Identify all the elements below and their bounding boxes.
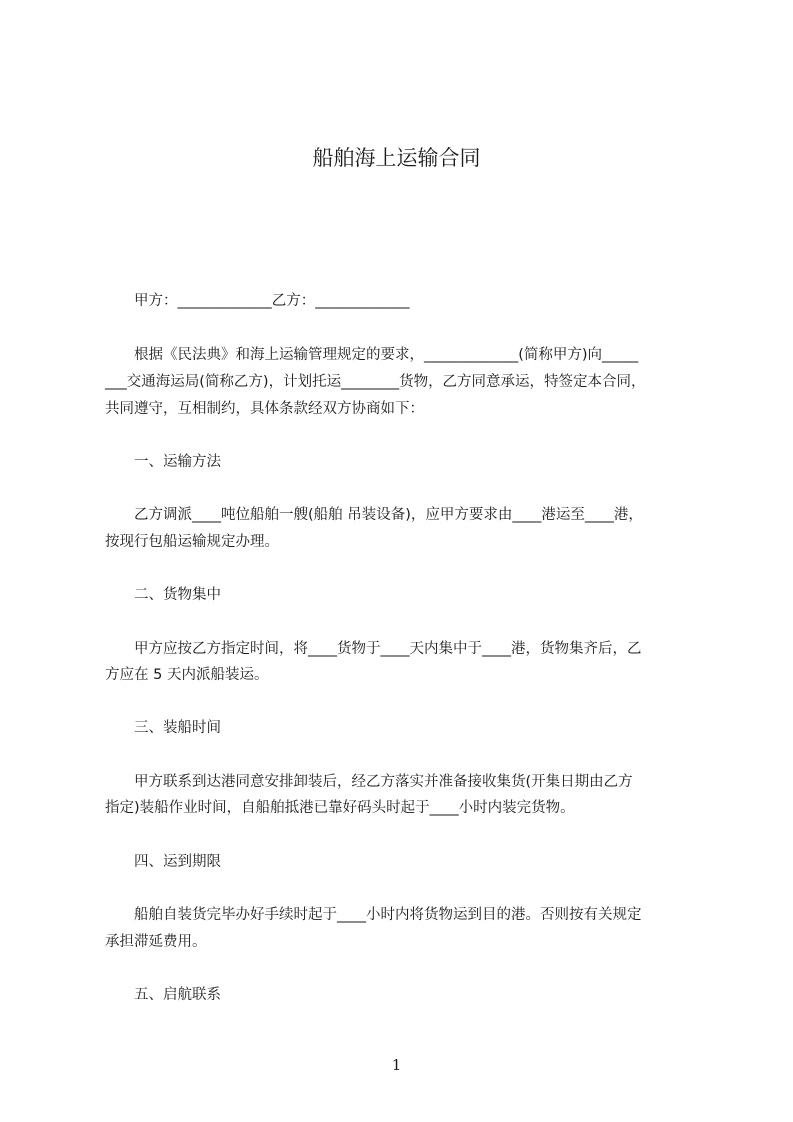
intro-line-1: 根据《民法典》和海上运输管理规定的要求，_____________(简称甲方)向_____ xyxy=(105,347,639,363)
section-2-line-2: 方应在 5 天内派船装运。 xyxy=(105,667,269,683)
page-number: 1 xyxy=(391,1056,402,1074)
section-1-heading: 一、运输方法 xyxy=(105,454,221,470)
section-1-line-1: 乙方调派____吨位船舶一艘(船舶 吊装设备)，应甲方要求由____港运至____港， xyxy=(105,507,643,523)
section-3-line-2: 指定)装船作业时间，自船舶抵港已靠好码头时起于____小时内装完货物。 xyxy=(105,800,575,816)
section-4-line-1: 船舶自装货完毕办好手续时起于____小时内将货物运到目的港。否则按有关规定 xyxy=(105,907,642,923)
section-3-heading: 三、装船时间 xyxy=(105,720,221,736)
section-2-line-1: 甲方应按乙方指定时间，将____货物于____天内集中于____港，货物集齐后，乙 xyxy=(105,641,642,657)
document-title: 船舶海上运输合同 xyxy=(312,146,481,170)
intro-line-2: ___交通海运局(简称乙方)，计划托运________货物，乙方同意承运，特签定本合同， xyxy=(105,374,646,390)
section-5-heading: 五、启航联系 xyxy=(105,987,221,1003)
section-4-line-2: 承担滞延费用。 xyxy=(105,934,207,950)
section-1-line-2: 按现行包船运输规定办理。 xyxy=(105,534,279,550)
intro-line-3: 共同遵守，互相制约，具体条款经双方协商如下： xyxy=(105,401,424,417)
section-3-line-1: 甲方联系到达港同意安排卸装后，经乙方落实并准备接收集货(开集日期由乙方 xyxy=(105,774,633,790)
section-2-heading: 二、货物集中 xyxy=(105,587,221,603)
section-4-heading: 四、运到期限 xyxy=(105,854,221,870)
parties-line: 甲方：_____________乙方：_____________ xyxy=(105,293,410,309)
